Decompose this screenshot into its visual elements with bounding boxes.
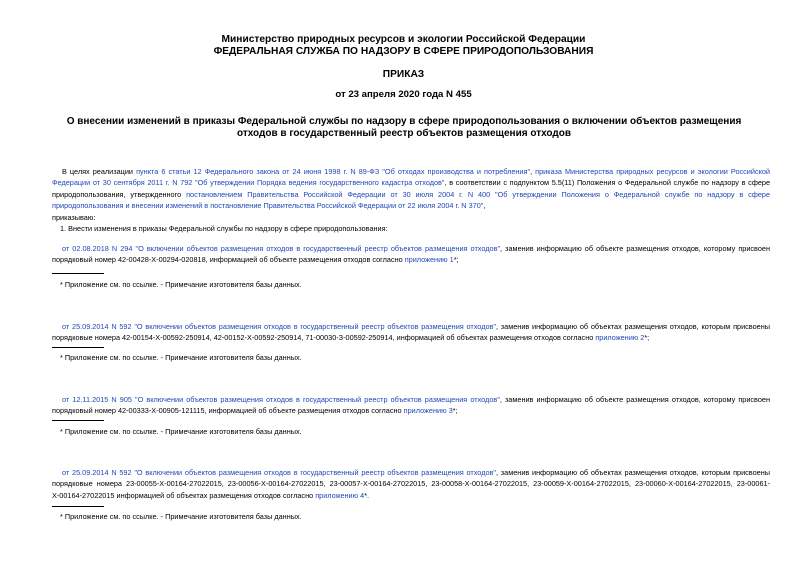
- document-title: О внесении изменений в приказы Федеральной службы по надзору в сфере природопользования о включении объектов размещения отходов в государственный реестр объектов размещения отходов: [66, 116, 742, 139]
- entry-1-text: , заменив информацию об объекте размещения отходов, которому присвоен порядковый номер 42-00428-Х-00294-020818, информацией об объекте размещения отходов согласно: [52, 244, 770, 265]
- footnote-rule-1: [52, 273, 104, 274]
- entry-1-appendix-link[interactable]: приложению 1: [404, 255, 454, 265]
- entry-4-text: , заменив информацию об объектах размещения отходов, которым присвоены порядковые номера 23-00055-Х-00164-27022015, 23-00056-Х-00164-27022015, 23-00057-Х-00164-27022015, 23-00058-Х-00164-27022015, 23-00059-Х-00164-27022015, 23-00060-Х-00164-27022015, 23-00061-Х-00164-27022015 информацией об объектах размещения отходов согласно: [52, 468, 770, 500]
- entry-2-text: , заменив информацию об объектах размещения отходов, которым присвоены порядковые номера 42-00154-Х-00592-250914, 42-00152-Х-00592-250914, 71-00030-З-00592-250914, информацией об объектах размещения отходов согласно: [52, 322, 770, 343]
- preamble-text-2: ,: [530, 167, 536, 176]
- entry-1: [52, 243, 770, 266]
- entry-3-appendix-link[interactable]: приложению 3: [403, 406, 453, 416]
- preamble-text-4: ,: [483, 201, 486, 211]
- ministry-name: Министерство природных ресурсов и экологии Российской Федерации: [221, 34, 586, 45]
- footnote-rule-2: [52, 347, 104, 348]
- entry-2-tail: *;: [644, 333, 650, 343]
- footnote-rule-3: [52, 420, 104, 421]
- entry-4-tail: *.: [364, 490, 370, 500]
- footnote-1: * Приложение см. по ссылке. - Примечание изготовителя базы данных.: [60, 280, 302, 289]
- service-name: ФЕДЕРАЛЬНАЯ СЛУЖБА ПО НАДЗОРУ В СФЕРЕ ПРИРОДОПОЛЬЗОВАНИЯ: [213, 46, 594, 57]
- entry-1-link[interactable]: от 02.08.2018 N 294 "О включении объектов размещения отходов в государственный реестр объектов размещения отходов": [62, 244, 501, 253]
- doc-type: ПРИКАЗ: [382, 69, 425, 80]
- preamble-text-1: В целях реализации: [62, 167, 137, 176]
- footnote-3: * Приложение см. по ссылке. - Примечание изготовителя базы данных.: [60, 427, 302, 436]
- preamble-text-3: , в соответствии с подпунктом 5.5(11) Положения о Федеральной службе по надзору в сфере природопользования, утвержденного: [52, 178, 770, 199]
- footnote-2: * Приложение см. по ссылке. - Примечание изготовителя базы данных.: [60, 353, 302, 362]
- entry-2-appendix-link[interactable]: приложению 2: [595, 333, 645, 343]
- footnote-rule-4: [52, 506, 104, 507]
- entry-4-appendix-link[interactable]: приложению 4: [315, 490, 365, 500]
- order-word: приказываю:: [52, 213, 96, 222]
- entry-3: [52, 394, 770, 417]
- preamble-paragraph: [52, 166, 770, 212]
- footnote-4: * Приложение см. по ссылке. - Примечание изготовителя базы данных.: [60, 512, 302, 521]
- link-government-decree[interactable]: постановлением Правительства Российской Федерации от 30 июля 2004 г. N 400 "Об утверждении Положения о Федеральной службе по надзору в сфере природопользования и внесении изменений в постановление Правительства Российской Федерации от 22 июля 2004 г. N 370": [52, 189, 771, 211]
- entry-2: [52, 321, 770, 344]
- item-1: 1. Внести изменения в приказы Федеральной службы по надзору в сфере природопользования:: [60, 224, 388, 233]
- entry-1-tail: *;: [453, 255, 459, 265]
- doc-date-number: от 23 апреля 2020 года N 455: [335, 89, 472, 100]
- entry-3-text: , заменив информацию об объекте размещения отходов, которому присвоен порядковый номер 42-00333-Х-00905-121115, информацией об объекте размещения отходов согласно: [52, 395, 770, 416]
- link-ministry-order[interactable]: приказа Министерства природных ресурсов и экологии Российской Федерации от 30 сентября 2011 г. N 792 "Об утверждении Порядка ведения государственного кадастра отходов": [52, 167, 771, 188]
- link-federal-law[interactable]: пункта 6 статьи 12 Федерального закона от 24 июня 1998 г. N 89-ФЗ "Об отходах производства и потребления": [136, 167, 531, 176]
- entry-3-link[interactable]: от 12.11.2015 N 905 "О включении объектов размещения отходов в государственный реестр объектов размещения отходов": [62, 395, 500, 404]
- entry-2-link[interactable]: от 25.09.2014 N 592 "О включении объектов размещения отходов в государственный реестр объектов размещения отходов": [62, 322, 496, 331]
- entry-4-link[interactable]: от 25.09.2014 N 592 "О включении объектов размещения отходов в государственный реестр объектов размещения отходов": [62, 468, 496, 477]
- entry-3-tail: *;: [452, 406, 458, 416]
- entry-4: [52, 467, 770, 501]
